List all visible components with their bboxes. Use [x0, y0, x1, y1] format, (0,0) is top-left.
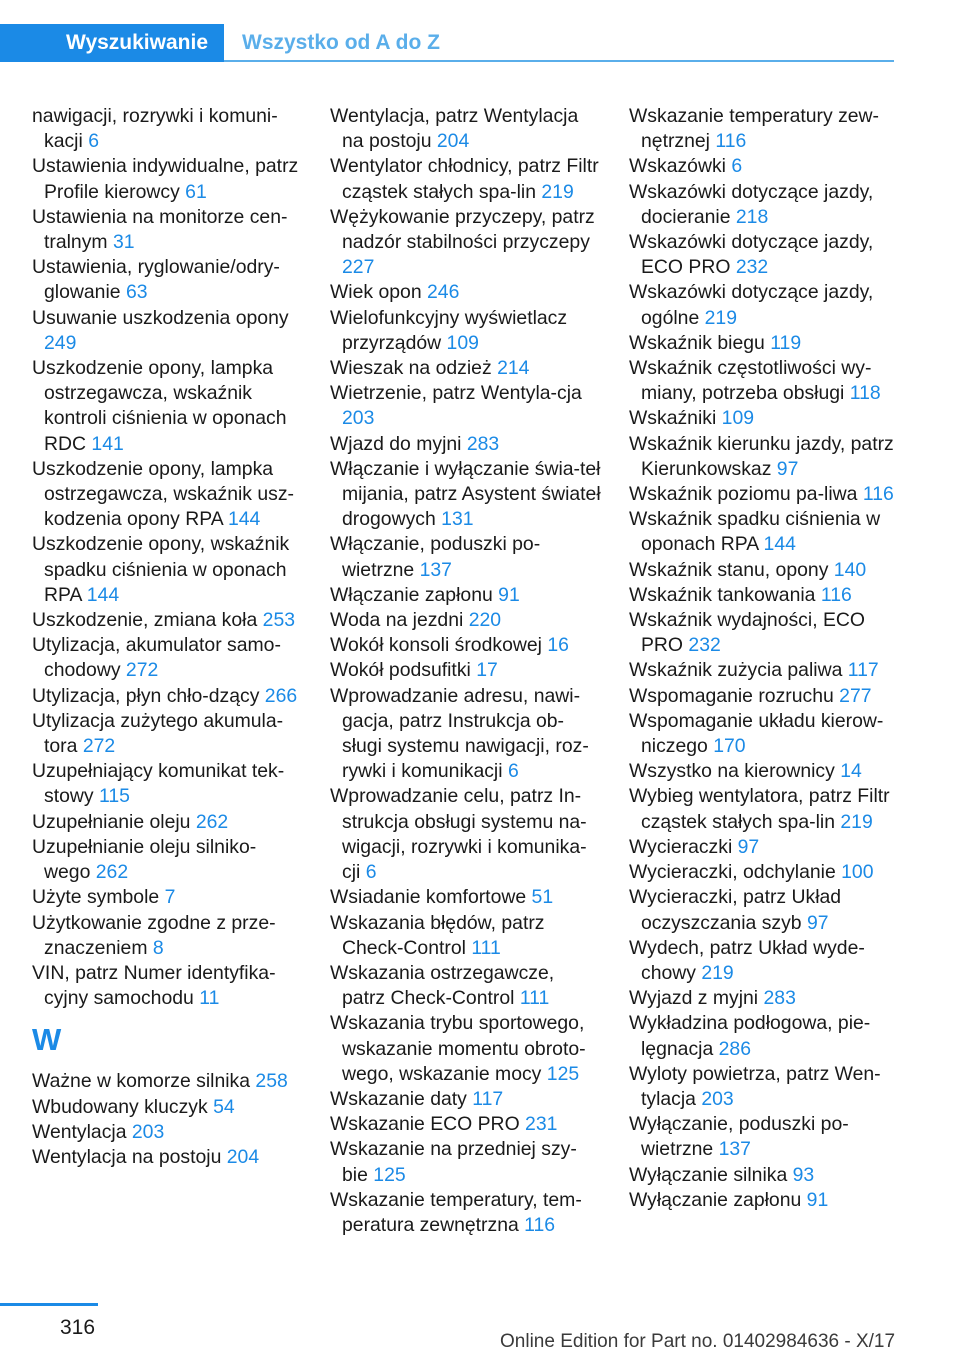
index-entry-text: Wprowadzanie celu, patrz In-strukcja obsługi systemu na-wigacji, rozrywki i komunika-cji [330, 785, 587, 884]
index-entry [629, 356, 897, 406]
page-link[interactable]: 219 [541, 180, 574, 203]
page-link[interactable]: 116 [524, 1213, 556, 1236]
index-entry-text: Wskaźniki [629, 407, 717, 430]
index-entry-text: Utylizacja zużytego akumula-tora [32, 709, 284, 758]
index-entry-text: Wskazanie ECO PRO [330, 1113, 520, 1136]
index-entry [330, 1112, 602, 1137]
index-entry [330, 784, 602, 885]
index-entry [32, 205, 302, 255]
index-entry [330, 633, 602, 658]
index-entry-text: Wentylacja na postoju [32, 1145, 222, 1168]
page-link[interactable]: 219 [704, 306, 737, 329]
index-entry [330, 532, 602, 582]
index-entry-text: Wskazanie daty [330, 1087, 467, 1110]
index-entry [330, 583, 602, 608]
page-link[interactable]: 97 [737, 835, 760, 858]
page-link[interactable]: 232 [735, 256, 769, 279]
page-link[interactable]: 117 [847, 659, 879, 682]
index-entry [32, 608, 302, 633]
index-entry-text: Wskazania błędów, patrz Check-Control [330, 911, 545, 959]
index-entry [330, 658, 602, 683]
index-entry-text: Wskazania trybu sportowego, wskazanie momentu obroto-wego, wskazanie mocy [330, 1012, 586, 1085]
index-entry-text: Wskazanie temperatury, tem-peratura zewnętrzna [330, 1188, 582, 1236]
index-entry-text: Wsiadanie komfortowe [330, 886, 527, 909]
index-entry-text: Wycieraczki, patrz Układ oczyszczania szyb [629, 886, 842, 934]
page-link[interactable]: 204 [226, 1145, 260, 1168]
index-entry-text: Wprowadzanie adresu, nawi-gacja, patrz Instrukcja ob-sługi systemu nawigacji, roz-rywki i komunikacji [330, 684, 589, 783]
index-entry-text: Wskaźnik poziomu pa-liwa [629, 483, 858, 506]
page-link[interactable]: 116 [820, 583, 852, 606]
page-link[interactable]: 125 [546, 1062, 580, 1085]
page-link[interactable]: 97 [776, 457, 799, 480]
index-entry [629, 280, 897, 330]
index-entry-text: Użytkowanie zgodne z prze-znaczeniem [32, 911, 276, 959]
page-link[interactable]: 144 [86, 583, 120, 606]
page-link[interactable]: 227 [342, 256, 375, 279]
index-entry-text: Wskazanie na przedniej szy-bie [330, 1138, 577, 1186]
index-entry-text: Wskazania ostrzegawcze, patrz Check-Control [330, 961, 555, 1010]
index-entry-text: Włączanie, poduszki po-wietrzne [330, 533, 541, 581]
index-entry-text: Wyjazd z myjni [629, 987, 759, 1010]
index-entry [32, 961, 302, 1011]
page-link[interactable]: 203 [131, 1120, 165, 1143]
page-link[interactable]: 203 [342, 407, 375, 430]
index-entry-text: Wspomaganie układu kierow-niczego [629, 709, 884, 758]
index-entry [330, 684, 602, 785]
index-entry [32, 633, 302, 683]
index-entry [629, 104, 897, 154]
page-link[interactable]: 91 [498, 583, 520, 606]
index-entry-text: Wycieraczki, odchylanie [629, 861, 836, 884]
page-link[interactable]: 8 [152, 936, 164, 959]
index-entry-text: Wszystko na kierownicy [629, 760, 835, 783]
page-link[interactable]: 219 [701, 961, 734, 984]
index-entry-text: Wskaźnik biegu [629, 331, 765, 354]
page-link[interactable]: 11 [199, 987, 220, 1010]
index-entry [629, 180, 897, 230]
page-number: 316 [60, 1316, 96, 1339]
index-entry [629, 936, 897, 986]
index-entry-text: Wentylacja, patrz Wentylacja na postoju [330, 105, 579, 153]
index-entry-text: Ustawienia na monitorze cen-tralnym [32, 205, 288, 254]
page-link[interactable]: 137 [419, 558, 452, 581]
tab-search[interactable]: Wyszukiwanie [0, 24, 224, 62]
index-entry [629, 154, 897, 179]
index-entry-text: Wokół konsoli środkowej [330, 634, 542, 657]
page-link[interactable]: 262 [195, 810, 229, 833]
index-entry-text: Utylizacja, płyn chło-dzący [32, 684, 260, 707]
section-letter: W [32, 1022, 62, 1058]
index-entry [629, 759, 897, 784]
index-entry-text: Wspomaganie rozruchu [629, 684, 834, 707]
index-entry-text: Ważne w komorze silnika [32, 1070, 251, 1093]
page-link[interactable]: 204 [436, 130, 470, 153]
page-link[interactable]: 170 [713, 735, 746, 758]
index-entry [330, 306, 602, 356]
index-entry [32, 1120, 302, 1145]
page-link[interactable]: 14 [840, 760, 862, 783]
page-link[interactable]: 253 [262, 609, 296, 632]
index-entry-text: Wycieraczki [629, 835, 733, 858]
page-link[interactable]: 283 [763, 987, 796, 1010]
page-link[interactable]: 109 [721, 407, 755, 430]
index-entry [629, 684, 897, 709]
index-entry-text: Usuwanie uszkodzenia opony [32, 306, 289, 329]
index-entry-text: Uzupełnianie oleju silniko-wego [32, 835, 257, 884]
index-entry [32, 306, 302, 356]
page-link[interactable]: 131 [441, 508, 474, 531]
header-bar [0, 0, 960, 62]
page-link[interactable]: 203 [701, 1087, 734, 1110]
page-link[interactable]: 118 [849, 382, 881, 405]
index-entry-text: Wietrzenie, patrz Wentyla-cja [330, 382, 582, 405]
index-entry-text: Wskaźnik spadku ciśnienia w oponach RPA [629, 508, 881, 556]
index-entry [629, 784, 897, 834]
index-entry [629, 583, 897, 608]
index-entry [629, 1062, 897, 1112]
index-entry-text: Wężykowanie przyczepy, patrz nadzór stabilności przyczepy [330, 205, 595, 254]
index-entry [32, 457, 302, 533]
page-link[interactable]: 144 [227, 508, 261, 531]
index-entry [330, 356, 602, 381]
index-entry [629, 1112, 897, 1162]
index-entry [629, 885, 897, 935]
index-entry-text: Uszkodzenie opony, wskaźnik spadku ciśnienia w oponach RPA [32, 533, 290, 606]
page-link[interactable]: 6 [507, 760, 519, 783]
index-entry [330, 1188, 602, 1238]
index-entry-text: Wykładzina podłogowa, pie-lęgnacja [629, 1012, 871, 1060]
page-link[interactable]: 218 [735, 205, 769, 228]
page-link[interactable]: 91 [806, 1188, 829, 1211]
page-link[interactable]: 31 [112, 231, 135, 254]
page-link[interactable]: 116 [862, 483, 894, 506]
footer-rule [0, 1303, 98, 1306]
index-entry-text: Włączanie zapłonu [330, 583, 493, 606]
index-column-3 [629, 104, 897, 1213]
index-entry [32, 709, 302, 759]
index-entry [32, 356, 302, 457]
page-link[interactable]: 286 [718, 1037, 751, 1060]
page-link[interactable]: 6 [365, 861, 377, 884]
page-link[interactable]: 272 [125, 659, 159, 682]
index-entry [32, 911, 302, 961]
page-link[interactable]: 214 [497, 357, 530, 380]
page-link[interactable]: 93 [792, 1163, 815, 1186]
index-entry [629, 835, 897, 860]
index-entry [330, 104, 602, 154]
index-entry-text: Wjazd do myjni [330, 432, 462, 455]
index-entry [330, 608, 602, 633]
page-link[interactable]: 7 [164, 886, 176, 909]
page-link[interactable]: 220 [468, 609, 502, 632]
page-link[interactable]: 266 [264, 684, 298, 707]
page-link[interactable]: 119 [770, 331, 802, 354]
index-entry-text: VIN, patrz Numer identyfika-cyjny samochodu [32, 961, 276, 1010]
tab-underline [224, 60, 894, 62]
index-entry-text: Wskaźnik stanu, opony [629, 558, 829, 581]
index-entry [330, 1137, 602, 1187]
index-column-1 [32, 104, 302, 1170]
page-link[interactable]: 97 [806, 911, 829, 934]
index-entry-text: Uzupełniający komunikat tek-stowy [32, 760, 285, 808]
index-entry [32, 104, 302, 154]
index-entry [629, 432, 897, 482]
page-link[interactable]: 115 [98, 785, 130, 808]
index-entry [629, 658, 897, 683]
index-entry [32, 835, 302, 885]
index-entry-text: Wskazanie temperatury zew-nętrznej [629, 105, 880, 153]
index-entry-text: Wskazówki dotyczące jazdy, docieranie [629, 180, 874, 228]
index-entry [330, 1011, 602, 1087]
page-link[interactable]: 111 [471, 936, 501, 959]
page-link[interactable]: 6 [731, 155, 743, 178]
index-entry-text: Wieszak na odzież [330, 357, 492, 380]
index-entry [629, 1163, 897, 1188]
index-entry [32, 759, 302, 809]
page-link[interactable]: 258 [255, 1070, 288, 1093]
index-entry [629, 507, 897, 557]
index-entry-text: Ustawienia indywidualne, patrz Profile kierowcy [32, 155, 299, 203]
page-link[interactable]: 111 [519, 987, 550, 1010]
index-entry [32, 255, 302, 305]
page-link[interactable]: 283 [466, 432, 500, 455]
index-entry-text: Wskazówki [629, 155, 726, 178]
index-entry [330, 911, 602, 961]
index-entry-text: Wskaźnik wydajności, ECO PRO [629, 609, 865, 657]
index-entry-text: Wentylacja [32, 1120, 127, 1143]
index-entry [32, 684, 302, 709]
page-link[interactable]: 219 [840, 810, 873, 833]
page-link[interactable]: 137 [718, 1138, 751, 1161]
page-link[interactable]: 231 [525, 1113, 558, 1136]
index-entry [330, 1087, 602, 1112]
index-entry-text: Uszkodzenie opony, lampka ostrzegawcza, wskaźnik kontroli ciśnienia w oponach RDC [32, 357, 287, 455]
index-entry [32, 810, 302, 835]
page-link[interactable]: 116 [715, 130, 747, 153]
index-entry-text: nawigacji, rozrywki i komuni-kacji [32, 105, 278, 153]
index-entry [32, 1069, 302, 1094]
index-entry-text: Wentylator chłodnicy, patrz Filtr cząstek stałych spa-lin [330, 155, 599, 203]
page-link[interactable]: 272 [82, 735, 116, 758]
page-link[interactable]: 277 [839, 684, 872, 707]
page-link[interactable]: 109 [446, 331, 479, 354]
index-entry-text: Wskazówki dotyczące jazdy, ECO PRO [629, 231, 874, 279]
index-entry [32, 154, 302, 204]
index-entry-text: Wyłączanie, poduszki po-wietrzne [629, 1113, 849, 1161]
page-link[interactable]: 141 [91, 432, 124, 455]
index-entry [330, 885, 602, 910]
index-entry [330, 280, 602, 305]
page-link[interactable]: 51 [531, 886, 554, 909]
index-entry-text: Wskaźnik częstotliwości wy-miany, potrzeba obsługi [629, 357, 872, 405]
page-link[interactable]: 125 [373, 1163, 406, 1186]
index-entry [330, 205, 602, 281]
page-link[interactable]: 246 [427, 281, 460, 304]
tab-a-to-z[interactable]: Wszystko od A do Z [242, 31, 440, 54]
index-entry [32, 532, 302, 608]
page-link[interactable]: 144 [763, 533, 796, 556]
index-entry [629, 331, 897, 356]
index-entry [330, 961, 602, 1011]
index-entry [32, 1145, 302, 1170]
index-entry [629, 986, 897, 1011]
index-entry [629, 230, 897, 280]
index-entry-text: Uszkodzenie opony, lampka ostrzegawcza, wskaźnik usz-kodzenia opony RPA [32, 457, 295, 531]
index-entry-text: Wyłączanie silnika [629, 1163, 788, 1186]
index-entry-text: Uszkodzenie, zmiana koła [32, 609, 258, 632]
index-entry [330, 432, 602, 457]
page-link[interactable]: 100 [841, 861, 874, 884]
page-link[interactable]: 6 [88, 130, 99, 153]
page-link[interactable]: 232 [688, 634, 721, 657]
index-entry-text: Ustawienia, ryglowanie/odry-glowanie [32, 256, 280, 304]
index-entry [330, 154, 602, 204]
index-entry-text: Wokół podsufitki [330, 659, 471, 682]
index-entry-text: Wielofunkcyjny wyświetlacz przyrządów [330, 306, 568, 354]
index-entry-text: Wskaźnik kierunku jazdy, patrz Kierunkowskaz [629, 432, 894, 480]
page-link[interactable]: 63 [125, 281, 148, 304]
index-entry-text: Wydech, patrz Układ wyde-chowy [629, 936, 865, 984]
index-entry [629, 1188, 897, 1213]
index-entry-text: Włączanie i wyłączanie świa-teł mijania, patrz Asystent świateł drogowych [330, 457, 601, 531]
page-link[interactable]: 117 [472, 1087, 504, 1110]
index-entry [629, 406, 897, 431]
index-entry-text: Wiek opon [330, 281, 422, 304]
index-entry [629, 608, 897, 658]
index-entry [629, 860, 897, 885]
index-entry-text: Utylizacja, akumulator samo-chodowy [32, 634, 281, 682]
index-entry [330, 381, 602, 431]
index-entry-text: Woda na jezdni [330, 609, 464, 632]
page-link[interactable]: 249 [44, 331, 77, 354]
index-entry-text: Uzupełnianie oleju [32, 810, 191, 833]
page-link[interactable]: 17 [476, 659, 498, 682]
index-entry-text: Wskazówki dotyczące jazdy, ogólne [629, 281, 874, 329]
index-entry [629, 558, 897, 583]
index-entry-text: Wybieg wentylatora, patrz Filtr cząstek stałych spa-lin [629, 785, 890, 833]
page-link[interactable]: 54 [213, 1095, 235, 1118]
index-column-2 [330, 104, 602, 1238]
index-entry-text: Wbudowany kluczyk [32, 1095, 208, 1118]
index-entry-text: Wyloty powietrza, patrz Wen-tylacja [629, 1062, 881, 1110]
page-link[interactable]: 61 [185, 180, 207, 203]
page-link[interactable]: 16 [547, 634, 569, 657]
index-entry [629, 709, 897, 759]
index-entry-text: Wyłączanie zapłonu [629, 1188, 802, 1211]
index-entry-text: Wskaźnik tankowania [629, 583, 816, 606]
index-entry-text: Użyte symbole [32, 886, 160, 909]
index-entry [330, 457, 602, 533]
edition-note: Online Edition for Part no. 01402984636 - X/17 [500, 1331, 896, 1352]
page-link[interactable]: 262 [95, 861, 129, 884]
index-entry [629, 1011, 897, 1061]
index-entry [629, 482, 897, 507]
index-entry-text: Wskaźnik zużycia paliwa [629, 659, 843, 682]
index-entry [32, 885, 302, 910]
index-entry [32, 1095, 302, 1120]
page-link[interactable]: 140 [833, 558, 867, 581]
